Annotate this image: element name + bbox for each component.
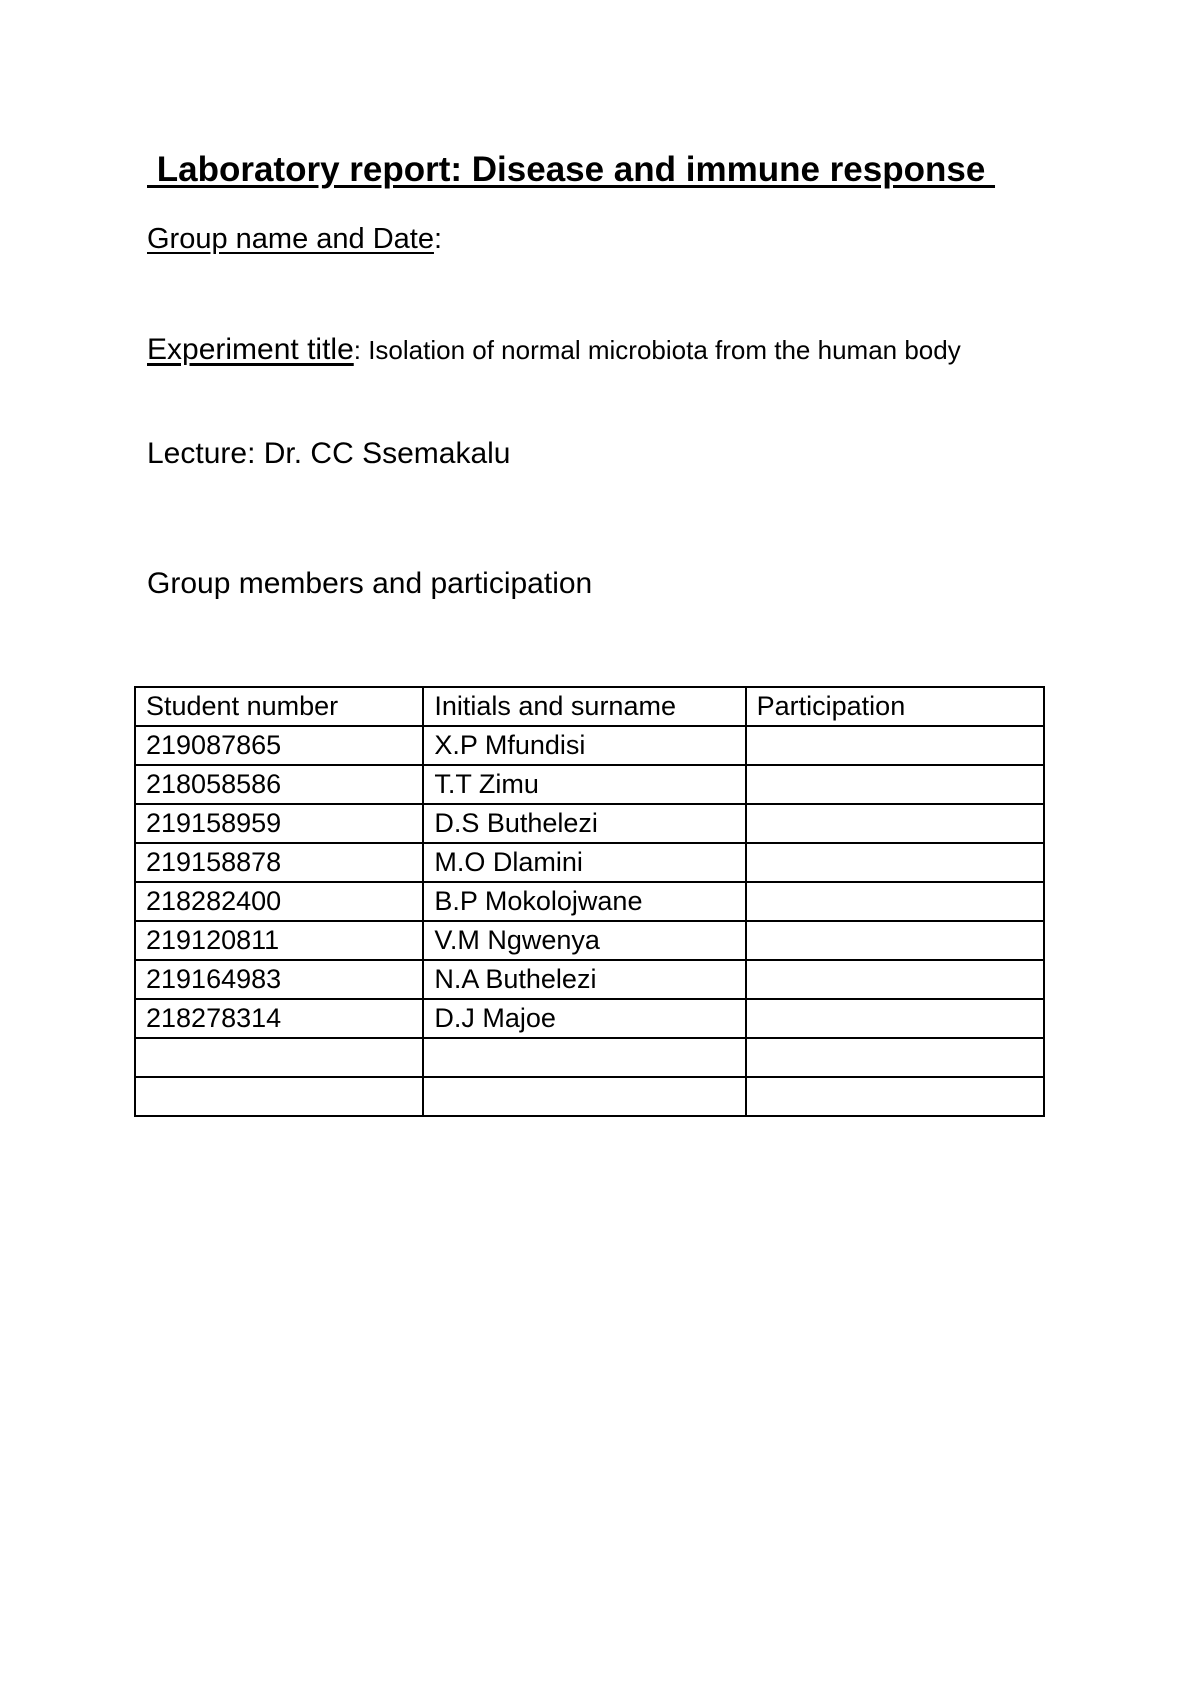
experiment-title-field bbox=[147, 328, 1060, 372]
table-row bbox=[135, 1038, 1044, 1077]
student-name-cell: N.A Buthelezi bbox=[423, 960, 745, 999]
student-number-cell: 219158878 bbox=[135, 843, 423, 882]
header-initials-surname: Initials and surname bbox=[423, 687, 745, 726]
group-name-date-label: Group name and Date bbox=[147, 223, 434, 255]
experiment-title-value: : Isolation of normal microbiota from the human body bbox=[353, 335, 961, 365]
student-name-cell: V.M Ngwenya bbox=[423, 921, 745, 960]
header-student-number: Student number bbox=[135, 687, 423, 726]
student-number-cell: 218282400 bbox=[135, 882, 423, 921]
student-name-cell: T.T Zimu bbox=[423, 765, 745, 804]
table-row bbox=[135, 843, 1044, 882]
table-row bbox=[135, 882, 1044, 921]
student-name-cell: D.S Buthelezi bbox=[423, 804, 745, 843]
student-number-cell bbox=[135, 1077, 423, 1116]
group-name-date-field bbox=[147, 218, 442, 260]
student-number-cell: 219120811 bbox=[135, 921, 423, 960]
header-participation: Participation bbox=[746, 687, 1044, 726]
participation-cell bbox=[746, 726, 1044, 765]
group-name-date-colon: : bbox=[433, 223, 443, 255]
lecture-field: Lecture: Dr. CC Ssemakalu bbox=[147, 437, 511, 470]
participation-cell bbox=[746, 765, 1044, 804]
table-header-row bbox=[135, 687, 1044, 726]
student-number-cell: 219164983 bbox=[135, 960, 423, 999]
student-number-cell: 219087865 bbox=[135, 726, 423, 765]
student-number-cell: 218278314 bbox=[135, 999, 423, 1038]
student-number-cell bbox=[135, 1038, 423, 1077]
student-name-cell: B.P Mokolojwane bbox=[423, 882, 745, 921]
participation-cell bbox=[746, 1077, 1044, 1116]
participation-cell bbox=[746, 921, 1044, 960]
student-number-cell: 218058586 bbox=[135, 765, 423, 804]
student-number-cell: 219158959 bbox=[135, 804, 423, 843]
participation-cell bbox=[746, 843, 1044, 882]
student-name-cell: X.P Mfundisi bbox=[423, 726, 745, 765]
table-row bbox=[135, 1077, 1044, 1116]
student-name-cell bbox=[423, 1038, 745, 1077]
participation-cell bbox=[746, 804, 1044, 843]
table-row bbox=[135, 999, 1044, 1038]
table-row bbox=[135, 726, 1044, 765]
table-row bbox=[135, 921, 1044, 960]
student-name-cell: M.O Dlamini bbox=[423, 843, 745, 882]
participation-cell bbox=[746, 999, 1044, 1038]
members-table bbox=[134, 686, 1045, 1117]
student-name-cell bbox=[423, 1077, 745, 1116]
report-title: Laboratory report: Disease and immune response bbox=[147, 150, 996, 189]
student-name-cell: D.J Majoe bbox=[423, 999, 745, 1038]
table-row bbox=[135, 804, 1044, 843]
participation-cell bbox=[746, 882, 1044, 921]
experiment-title-label: Experiment title bbox=[147, 333, 354, 366]
participation-cell bbox=[746, 1038, 1044, 1077]
table-row bbox=[135, 960, 1044, 999]
members-heading: Group members and participation bbox=[147, 567, 593, 600]
participation-cell bbox=[746, 960, 1044, 999]
table-row bbox=[135, 765, 1044, 804]
